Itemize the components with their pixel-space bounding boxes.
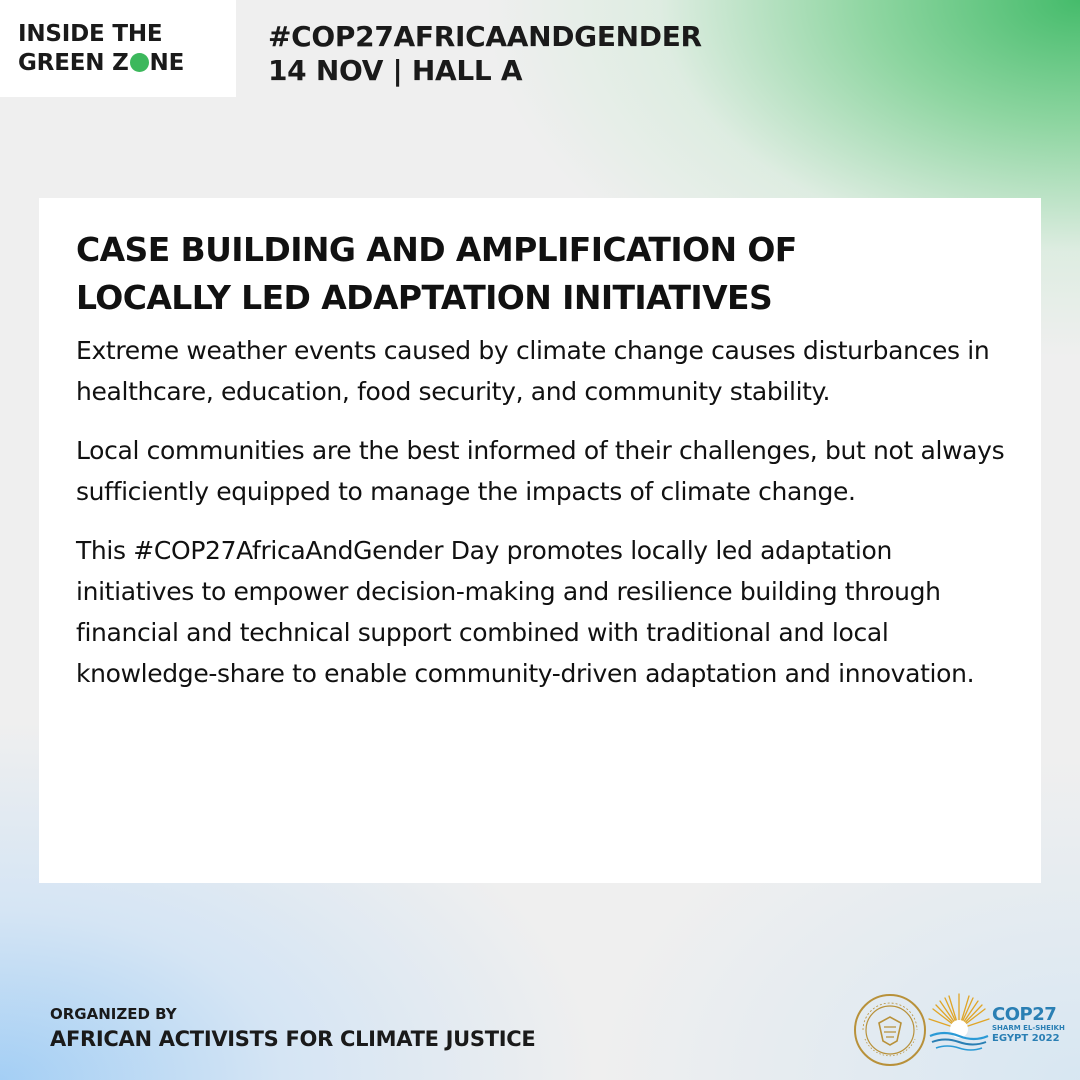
organizer-name: AFRICAN ACTIVISTS FOR CLIMATE JUSTICE — [50, 1027, 536, 1051]
logo-line-2-end: NE — [149, 50, 185, 76]
paragraph-1: Extreme weather events caused by climate change causes disturbances in healthcare, education, food security, and community stability. — [76, 336, 990, 406]
card-title — [76, 226, 1011, 322]
cop27-year: EGYPT 2022 — [992, 1033, 1060, 1044]
logo-line-2 — [18, 49, 236, 78]
event-header — [268, 20, 702, 88]
cop27-location: SHARM EL-SHEIKH — [992, 1024, 1065, 1032]
card-title-line-2: LOCALLY LED ADAPTATION INITIATIVES — [76, 278, 773, 317]
paragraph-3: This #COP27AfricaAndGender Day promotes locally led adaptation initiatives to empower decision-making and resilience building through financial and technical support combined with traditional and local knowledge-share to enable community-driven adaptation and innovation. — [76, 536, 975, 688]
green-dot-icon — [130, 53, 149, 72]
event-date-location: 14 NOV | HALL A — [268, 54, 523, 87]
ministry-of-environment-seal-icon — [853, 993, 927, 1067]
logo-line-2-start: GREEN Z — [18, 50, 129, 76]
cop27-title: COP27 — [992, 1004, 1057, 1025]
content-card — [39, 198, 1041, 883]
event-hashtag: #COP27AFRICAANDGENDER — [268, 20, 702, 53]
logo-line-1: INSIDE THE — [18, 21, 163, 47]
cop27-wordmark — [992, 1006, 1065, 1044]
organizer-footer — [50, 1004, 535, 1054]
organizer-label: ORGANIZED BY — [50, 1005, 177, 1023]
inside-the-green-zone-logo — [0, 0, 236, 97]
card-title-line-1: CASE BUILDING AND AMPLIFICATION OF — [76, 230, 797, 269]
paragraph-2: Local communities are the best informed of their challenges, but not always sufficiently equipped to manage the impacts of climate change. — [76, 436, 1005, 506]
